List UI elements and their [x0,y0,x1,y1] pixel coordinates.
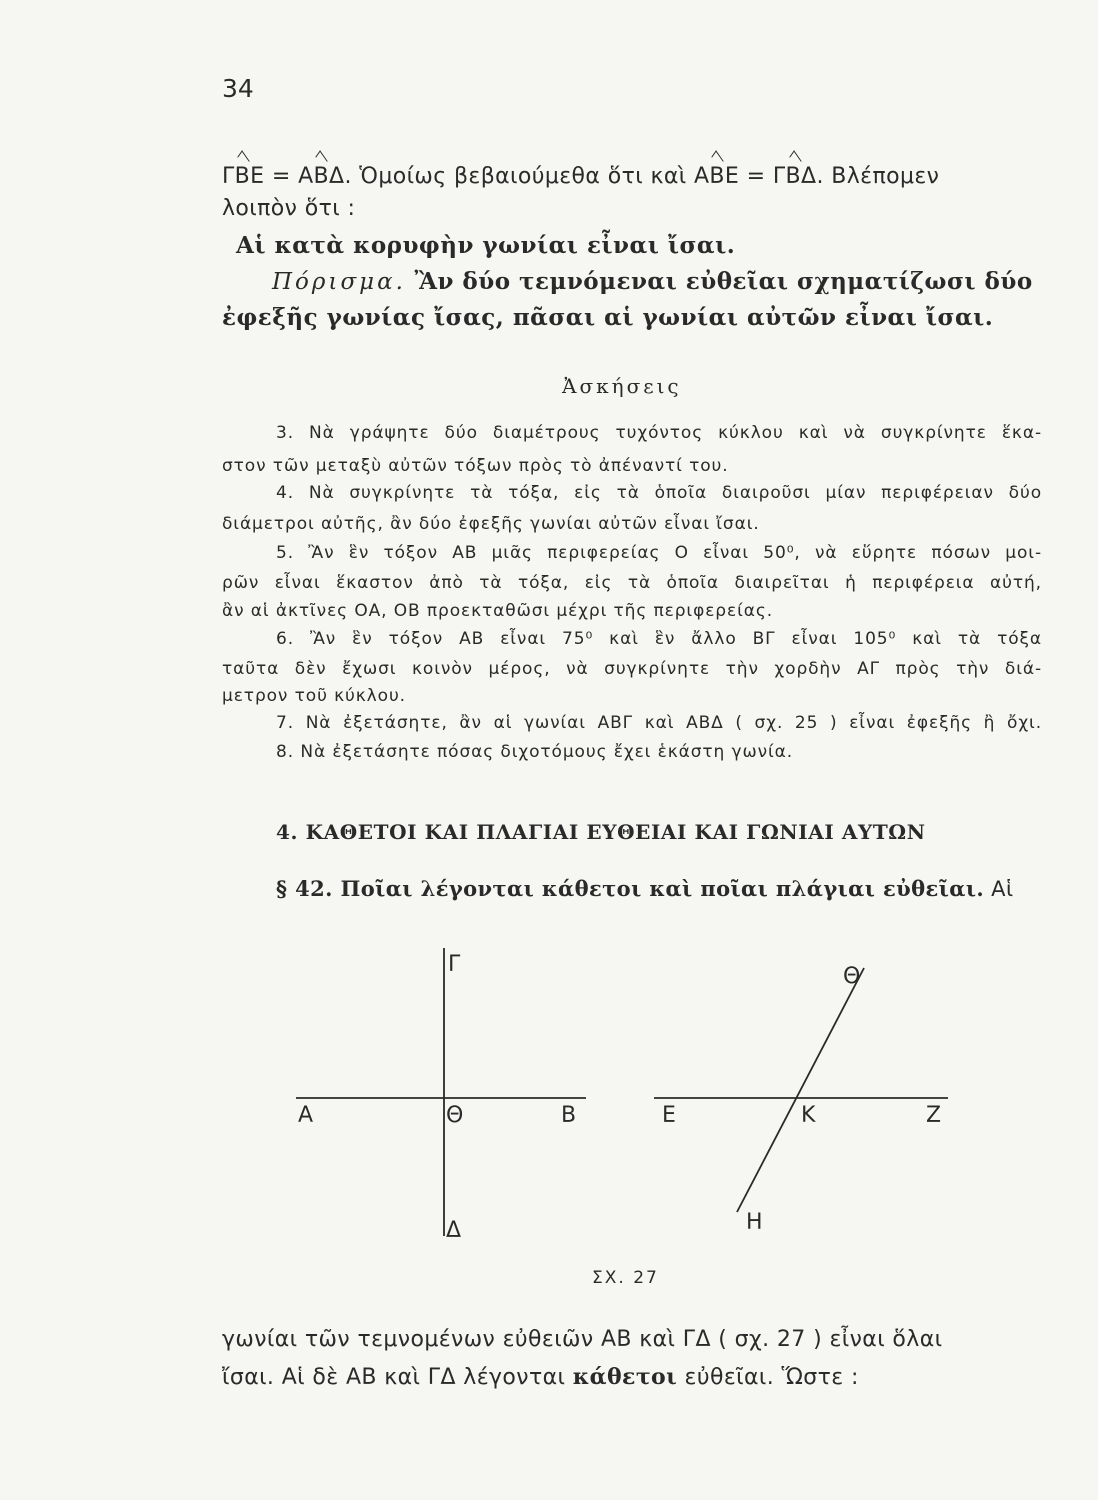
page-number: 34 [222,74,254,103]
closing-text-a: ἴσαι. Αἱ δὲ ΑΒ καὶ ΓΔ λέγονται [222,1365,573,1390]
figure-label-zeta: Ζ [926,1103,942,1128]
figure-caption: ΣΧ. 27 [592,1268,659,1288]
figure-label-gamma: Γ [448,952,461,977]
exercise-line: 8. Νὰ ἐξετάσητε πόσας διχοτόμους ἔχει ἑκάστη γωνία. [276,742,794,762]
closing-text-b: εὐθεῖαι. Ὥστε : [677,1365,859,1390]
exercises-heading: Ἀσκήσεις [562,374,682,398]
equals-sign: = [264,164,299,189]
intro-line-2: λοιπὸν ὅτι : [222,196,356,221]
figure-label-alpha: Α [298,1103,314,1128]
figure-label-eta: Η [746,1210,763,1235]
paragraph-heading-bold: § 42. Ποῖαι λέγονται κάθετοι καὶ ποῖαι πλάγιαι εὐθεῖαι. [276,876,985,901]
line-th-h [737,968,864,1212]
paragraph-heading-tail: Αἱ [984,877,1014,901]
intro-text-1: . Ὁμοίως βεβαιούμεθα ὅτι καὶ [344,164,694,189]
figure-label-epsilon: Ε [662,1103,676,1128]
closing-line-2 [222,1364,859,1390]
exercise-line: ἂν αἱ ἀκτῖνες ΟΑ, ΟΒ προεκταθῶσι μέχρι τῆς περιφερείας. [222,601,774,621]
exercise-line: διάμετροι αὐτῆς, ἂν δύο ἐφεξῆς γωνίαι αὐτῶν εἶναι ἴσαι. [222,514,760,534]
figure-label-kappa: Κ [801,1103,816,1128]
porisma-line-2: ἐφεξῆς γωνίας ἴσας, πᾶσαι αἱ γωνίαι αὐτῶν εἶναι ἴσαι. [222,304,994,331]
exercise-line: μετρον τοῦ κύκλου. [222,686,406,706]
section-title: 4. ΚΑΘΕΤΟΙ ΚΑΙ ΠΛΑΓΙΑΙ ΕΥΘΕΙΑΙ ΚΑΙ ΓΩΝΙΑΙ ΑΥΤΩΝ [276,820,926,844]
closing-line-1: γωνίαι τῶν τεμνομένων εὐθειῶν ΑΒ καὶ ΓΔ ( σχ. 27 ) εἶναι ὅλαι [222,1327,943,1352]
exercise-line: 6. Ἂν ἓν τόξον ΑΒ εἶναι 75⁰ καὶ ἓν ἄλλο ΒΓ εἶναι 105⁰ καὶ τὰ τόξα [276,629,1042,649]
angle-gbd: ΓΒΔ [772,164,817,189]
angle-gbe: ΓΒΕ [222,164,265,189]
exercise-line: 5. Ἂν ἓν τόξον ΑΒ μιᾶς περιφερείας Ο εἶναι 50⁰, νὰ εὕρητε πόσων μοι- [276,543,1042,563]
figure-label-theta-right: Θ [843,964,861,989]
porisma-text-1: Ἂν δύο τεμνόμεναι εὐθεῖαι σχηματίζωσι δύο [405,268,1033,295]
angle-abe: ΑΒΕ [693,164,740,189]
equals-sign: = [739,164,773,189]
theorem-statement: Αἱ κατὰ κορυφὴν γωνίαι εἶναι ἴσαι. [236,232,736,259]
exercise-line: ταῦτα δὲν ἔχωσι κοινὸν μέρος, νὰ συγκρίνητε τὴν χορδὴν ΑΓ πρὸς τὴν διά- [222,659,1042,679]
exercise-line: στον τῶν μεταξὺ αὐτῶν τόξων πρὸς τὸ ἀπέναντί του. [222,456,729,476]
intro-text-2: . Βλέπομεν [816,164,940,189]
exercise-line: ρῶν εἶναι ἕκαστον ἀπὸ τὰ τόξα, εἰς τὰ ὁποῖα διαιρεῖται ἡ περιφέρεια αὐτή, [222,573,1042,593]
porisma-label: Πόρισμα. [272,269,406,295]
figure-label-beta: Β [561,1103,577,1128]
closing-bold-term: κάθετοι [572,1364,678,1390]
exercise-line: 4. Νὰ συγκρίνητε τὰ τόξα, εἰς τὰ ὁποῖα διαιροῦσι μίαν περιφέρειαν δύο [276,483,1042,503]
figure-label-theta: Θ [446,1103,464,1128]
exercise-line: 3. Νὰ γράψητε δύο διαμέτρους τυχόντος κύκλου καὶ νὰ συγκρίνητε ἕκα- [276,423,1042,443]
exercise-line: 7. Νὰ ἐξετάσητε, ἂν αἱ γωνίαι ΑΒΓ καὶ ΑΒΔ ( σχ. 25 ) εἶναι ἐφεξῆς ἢ ὄχι. [276,713,1042,733]
angle-abd: ΑΒΔ [298,164,345,189]
figure-label-delta: Δ [446,1218,462,1243]
